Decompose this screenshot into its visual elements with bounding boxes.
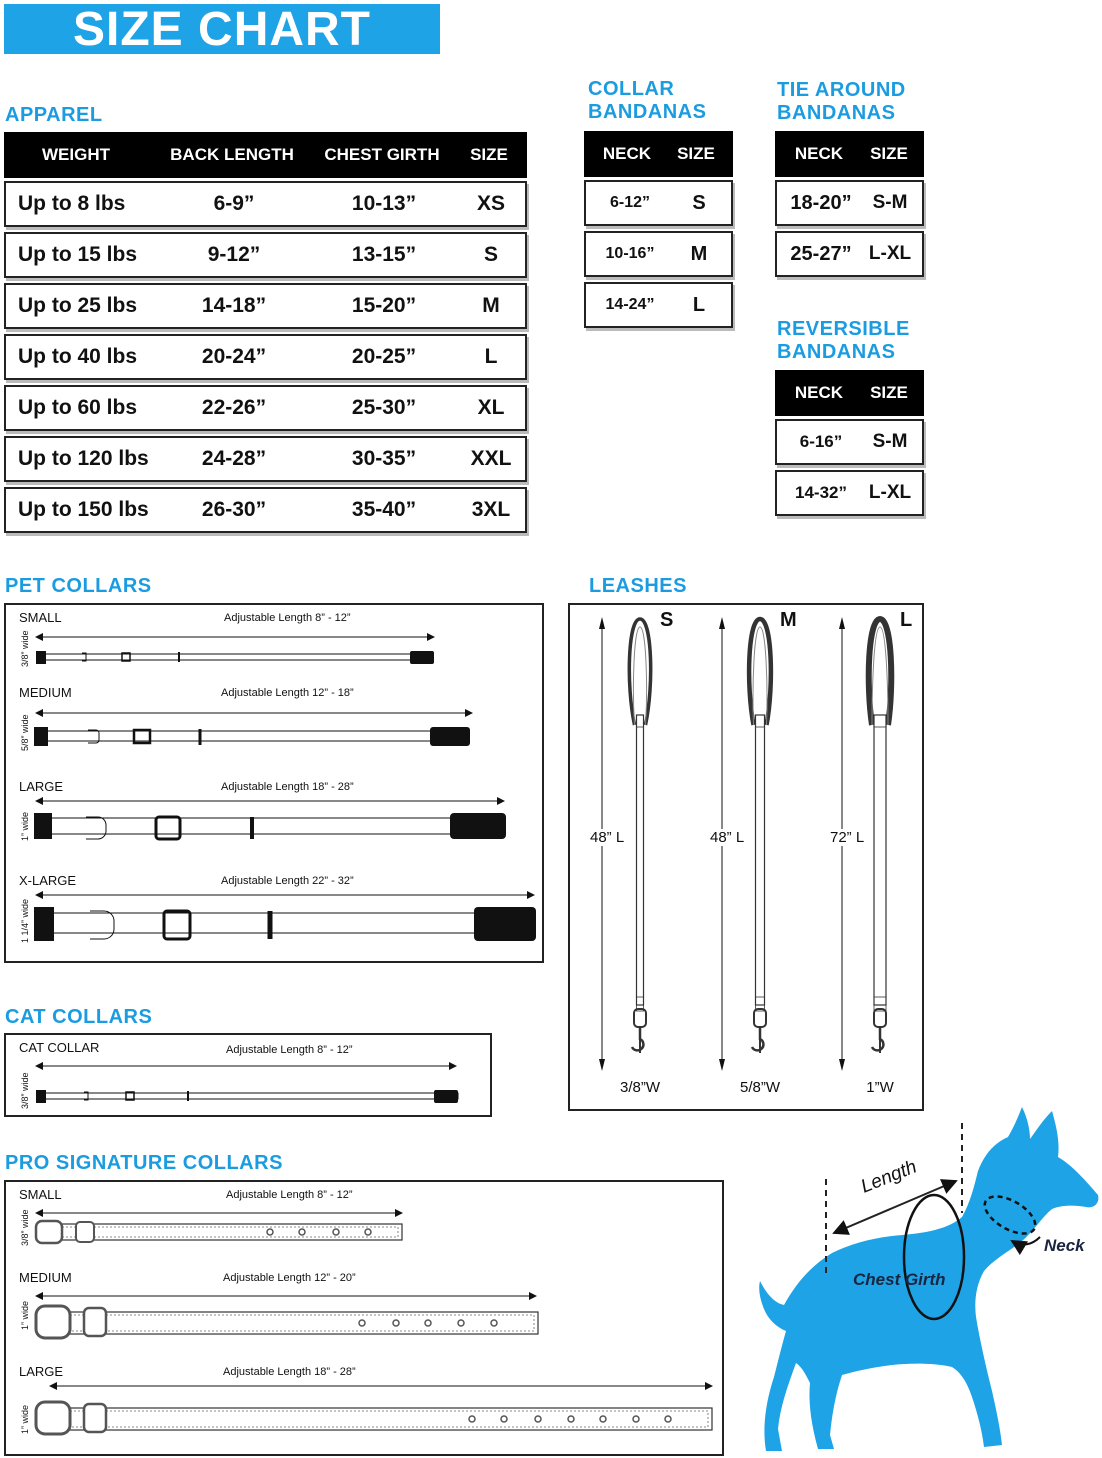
collar-size-label: CAT COLLAR xyxy=(19,1040,100,1055)
leashes-heading: LEASHES xyxy=(589,575,687,597)
bandana-row xyxy=(584,180,733,226)
pro-signature-panel xyxy=(4,1180,724,1456)
tie-around-heading xyxy=(777,79,906,125)
neck-cell: 14-24” xyxy=(605,296,655,313)
width-label: 1” wide xyxy=(20,1300,30,1330)
leash-size-label: S xyxy=(660,609,674,631)
col-weight: WEIGHT xyxy=(42,145,110,164)
chest-girth-cell: 20-25” xyxy=(351,345,417,368)
size-cell: L-XL xyxy=(868,482,912,503)
width-label: 3/8” wide xyxy=(20,630,30,667)
back-length-cell: 6-9” xyxy=(213,192,255,215)
pet-collar-drawings xyxy=(6,605,542,961)
weight-cell: Up to 150 lbs xyxy=(18,498,149,521)
heading-line: BANDANAS xyxy=(777,102,896,124)
back-length-cell: 20-24” xyxy=(201,345,267,368)
collar-size-label: SMALL xyxy=(19,1187,62,1202)
neck-label: Neck xyxy=(1044,1236,1085,1255)
col-back-length: BACK LENGTH xyxy=(170,145,294,164)
leash-width-label: 5/8”W xyxy=(739,1079,780,1096)
leash-width-label: 3/8”W xyxy=(619,1079,660,1096)
chest-girth-cell: 13-15” xyxy=(351,243,417,266)
col-size: SIZE xyxy=(470,145,508,164)
adjustable-length: Adjustable Length 12” - 18” xyxy=(221,687,354,699)
collar-bandanas-heading xyxy=(588,78,706,124)
size-cell: XS xyxy=(476,192,505,215)
col-neck: NECK xyxy=(794,383,844,402)
back-length-cell: 26-30” xyxy=(201,498,267,521)
reversible-header xyxy=(775,370,924,416)
size-cell: XXL xyxy=(470,447,512,470)
col-size: SIZE xyxy=(870,144,908,163)
chest-girth-cell: 15-20” xyxy=(351,294,417,317)
size-cell: L xyxy=(692,294,706,316)
page-title: SIZE CHART xyxy=(73,3,371,56)
leash-size-label: M xyxy=(780,609,797,631)
bandana-row xyxy=(775,180,924,226)
collar-bandanas-header xyxy=(584,131,733,177)
size-cell: S-M xyxy=(872,431,908,452)
dog-measurement-diagram xyxy=(756,1105,1100,1457)
width-label: 5/8” wide xyxy=(20,714,30,751)
apparel-heading: APPAREL xyxy=(5,104,103,126)
bandana-row xyxy=(775,419,924,465)
bandana-row xyxy=(775,231,924,277)
bandana-row xyxy=(584,231,733,277)
col-chest-girth: CHEST GIRTH xyxy=(324,145,440,164)
collar-size-label: LARGE xyxy=(19,1364,64,1379)
adjustable-length: Adjustable Length 18” - 28” xyxy=(221,781,354,793)
apparel-row xyxy=(4,181,527,227)
size-cell: S xyxy=(692,192,706,214)
cat-collars-panel xyxy=(4,1033,492,1117)
pet-collars-panel xyxy=(4,603,544,963)
leash-size-label: L xyxy=(900,609,913,631)
bandana-row xyxy=(584,282,733,328)
size-cell: S xyxy=(483,243,498,266)
collar-size-label: MEDIUM xyxy=(19,685,72,700)
apparel-header xyxy=(4,132,527,178)
heading-line: COLLAR xyxy=(588,78,675,100)
width-label: 1” wide xyxy=(20,811,30,841)
adjustable-length: Adjustable Length 8” - 12” xyxy=(226,1189,353,1201)
weight-cell: Up to 15 lbs xyxy=(18,243,138,266)
leash-length-label: 48” L xyxy=(590,829,625,846)
col-size: SIZE xyxy=(870,383,908,402)
size-cell: L xyxy=(484,345,498,368)
apparel-row xyxy=(4,487,527,533)
chest-girth-cell: 25-30” xyxy=(351,396,417,419)
leash-length-label: 48” L xyxy=(710,829,745,846)
weight-cell: Up to 40 lbs xyxy=(18,345,138,368)
collar-size-label: X-LARGE xyxy=(19,873,77,888)
heading-line: REVERSIBLE xyxy=(777,318,910,340)
col-neck: NECK xyxy=(602,144,652,163)
collar-size-label: SMALL xyxy=(19,610,62,625)
collar-size-label: MEDIUM xyxy=(19,1270,72,1285)
adjustable-length: Adjustable Length 18” - 28” xyxy=(223,1366,356,1378)
neck-cell: 25-27” xyxy=(790,243,852,265)
pro-collar-drawings xyxy=(6,1182,722,1454)
weight-cell: Up to 8 lbs xyxy=(18,192,126,215)
size-cell: M xyxy=(690,243,708,265)
leash-length-label: 72” L xyxy=(830,829,865,846)
neck-cell: 6-16” xyxy=(799,432,843,451)
adjustable-length: Adjustable Length 8” - 12” xyxy=(224,612,351,624)
weight-cell: Up to 60 lbs xyxy=(18,396,138,419)
cat-collars-heading: CAT COLLARS xyxy=(5,1006,153,1028)
neck-cell: 18-20” xyxy=(790,192,852,214)
heading-line: BANDANAS xyxy=(777,341,896,363)
apparel-row xyxy=(4,283,527,329)
back-length-cell: 24-28” xyxy=(201,447,267,470)
width-label: 3/8” wide xyxy=(20,1209,30,1246)
adjustable-length: Adjustable Length 22” - 32” xyxy=(221,875,354,887)
back-length-cell: 22-26” xyxy=(201,396,267,419)
chest-girth-cell: 30-35” xyxy=(351,447,417,470)
heading-line: TIE AROUND xyxy=(777,79,906,101)
neck-cell: 14-32” xyxy=(795,483,847,502)
apparel-row xyxy=(4,385,527,431)
back-length-cell: 9-12” xyxy=(207,243,261,266)
chest-girth-label: Chest Girth xyxy=(853,1270,946,1289)
size-cell: XL xyxy=(477,396,505,419)
cat-collar-drawing xyxy=(6,1035,490,1115)
width-label: 1” wide xyxy=(20,1404,30,1434)
length-label: Length xyxy=(858,1156,920,1198)
leashes-panel xyxy=(568,603,924,1111)
bandana-row xyxy=(775,470,924,516)
pro-signature-heading: PRO SIGNATURE COLLARS xyxy=(5,1152,283,1174)
heading-line: BANDANAS xyxy=(588,101,707,123)
tie-around-header xyxy=(775,131,924,177)
title-banner xyxy=(4,4,440,54)
chest-girth-cell: 35-40” xyxy=(351,498,417,521)
size-cell: S-M xyxy=(872,192,908,213)
size-cell: L-XL xyxy=(868,243,912,264)
weight-cell: Up to 25 lbs xyxy=(18,294,138,317)
chest-girth-cell: 10-13” xyxy=(351,192,417,215)
col-neck: NECK xyxy=(794,144,844,163)
neck-cell: 10-16” xyxy=(605,245,655,262)
apparel-row xyxy=(4,436,527,482)
size-cell: M xyxy=(482,294,500,317)
pet-collars-heading: PET COLLARS xyxy=(5,575,152,597)
adjustable-length: Adjustable Length 8” - 12” xyxy=(226,1044,353,1056)
back-length-cell: 14-18” xyxy=(201,294,267,317)
neck-cell: 6-12” xyxy=(609,194,651,211)
apparel-row xyxy=(4,232,527,278)
apparel-row xyxy=(4,334,527,380)
weight-cell: Up to 120 lbs xyxy=(18,447,149,470)
collar-size-label: LARGE xyxy=(19,779,64,794)
width-label: 3/8” wide xyxy=(20,1072,30,1109)
size-cell: 3XL xyxy=(471,498,511,521)
width-label: 1 1/4” wide xyxy=(20,898,30,943)
reversible-heading xyxy=(777,318,910,364)
col-size: SIZE xyxy=(677,144,715,163)
leash-width-label: 1”W xyxy=(866,1079,894,1096)
leash-drawings xyxy=(570,605,922,1109)
adjustable-length: Adjustable Length 12” - 20” xyxy=(223,1272,356,1284)
